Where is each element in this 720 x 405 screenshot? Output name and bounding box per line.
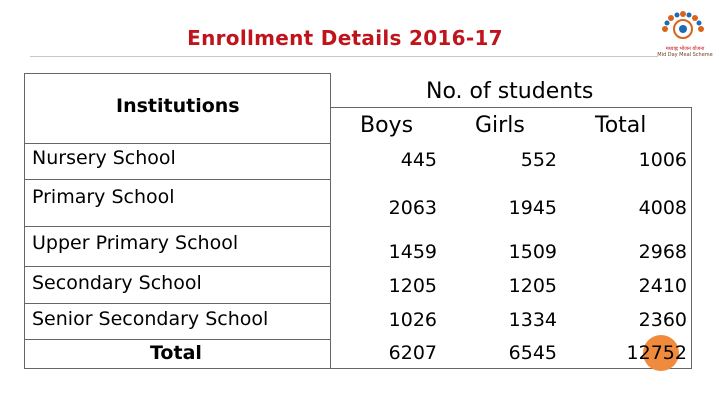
row-name-senior-secondary: Senior Secondary School (32, 308, 269, 330)
slide-title: Enrollment Details 2016-17 (187, 26, 503, 50)
total-girls: 6545 (508, 342, 557, 364)
subheader-boys: Boys (360, 113, 414, 138)
row-name-total: Total (150, 342, 202, 364)
logo-caption: Mid Day Meal Scheme (657, 52, 713, 58)
subheader-girls: Girls (475, 113, 525, 138)
cell-boys: 445 (400, 149, 437, 171)
highlight-circle (643, 335, 679, 371)
logo-hindi-text: मध्याह्न भोजन योजना (665, 46, 705, 52)
total-boys: 6207 (388, 342, 437, 364)
cell-total: 2410 (638, 275, 687, 297)
cell-girls: 1509 (508, 241, 557, 263)
total-grand: 12752 (626, 342, 687, 364)
cell-boys: 2063 (388, 197, 437, 219)
cell-girls: 1334 (508, 309, 557, 331)
cell-total: 2360 (638, 309, 687, 331)
cell-total: 2968 (638, 241, 687, 263)
row-name-secondary: Secondary School (32, 272, 202, 294)
cell-boys: 1459 (388, 241, 437, 263)
header-no-of-students: No. of students (426, 79, 594, 104)
row-name-nursery: Nursery School (32, 147, 176, 169)
cell-total: 1006 (638, 149, 687, 171)
cell-total: 4008 (638, 197, 687, 219)
subheader-total: Total (595, 113, 647, 138)
enrollment-table (24, 73, 691, 368)
cell-girls: 1205 (508, 275, 557, 297)
row-name-primary: Primary School (32, 186, 175, 208)
header-institutions: Institutions (116, 95, 240, 117)
cell-girls: 552 (520, 149, 557, 171)
cell-girls: 1945 (508, 197, 557, 219)
title-underline (30, 56, 658, 57)
cell-boys: 1205 (388, 275, 437, 297)
row-name-upper-primary: Upper Primary School (32, 232, 239, 254)
cell-boys: 1026 (388, 309, 437, 331)
